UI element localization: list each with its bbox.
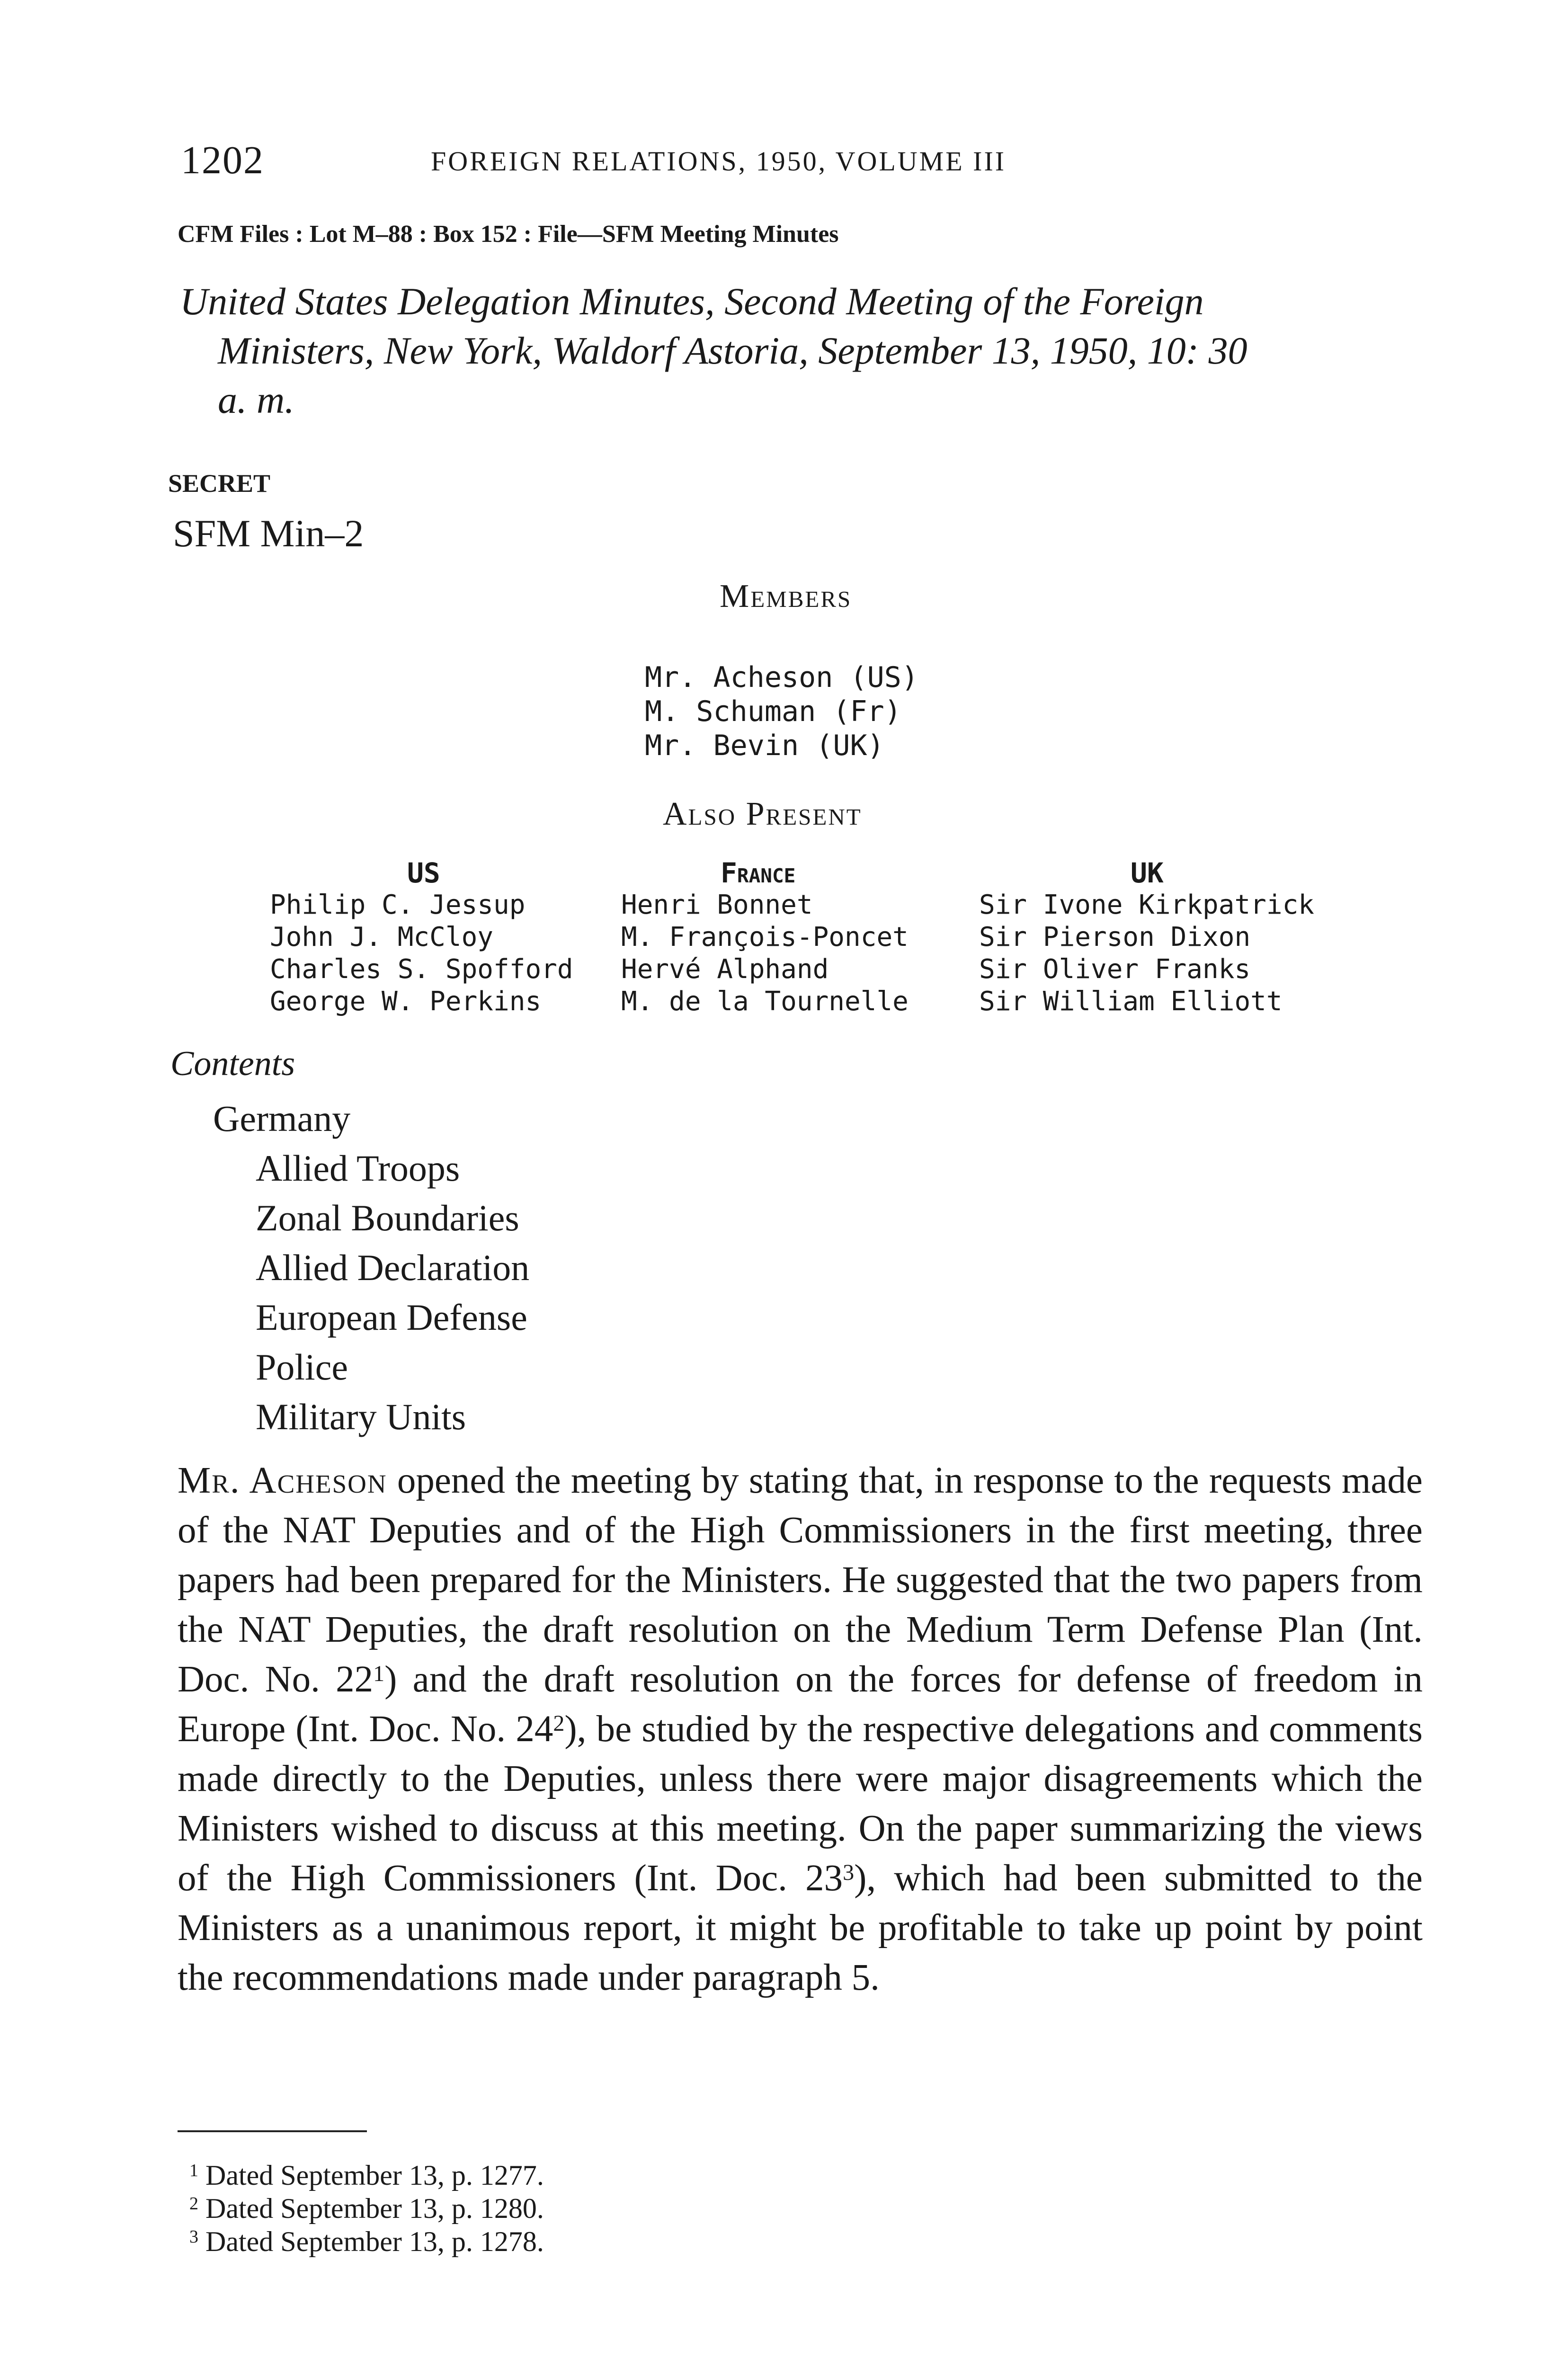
contents-item: Zonal Boundaries bbox=[256, 1197, 519, 1238]
contents-item: Military Units bbox=[256, 1396, 466, 1437]
attendee-name: M. de la Tournelle bbox=[621, 986, 909, 1017]
also-present-heading: Also Present bbox=[663, 796, 862, 832]
footnote-text: Dated September 13, p. 1277. bbox=[205, 2160, 544, 2191]
footnote-ref: 3 bbox=[843, 1860, 855, 1885]
members-list bbox=[645, 660, 918, 763]
footnote bbox=[189, 2159, 544, 2192]
paragraph-text: ), be studied by the respective delegations and comments made directly to the Deputies, unless there were major disagreements which the Ministers wished to discuss at this meeting. On the paper summarizing the views of the High Commissioners (Int. Doc. 23 bbox=[178, 1709, 1423, 1899]
footnote-mark: 3 bbox=[189, 2227, 198, 2247]
footnote bbox=[189, 2225, 544, 2258]
members-heading: Members bbox=[720, 578, 852, 614]
attendee-name: Henri Bonnet bbox=[621, 890, 813, 920]
footnote-mark: 1 bbox=[189, 2161, 198, 2180]
contents-list bbox=[213, 1094, 529, 1442]
footnotes bbox=[189, 2159, 544, 2258]
column-header: US bbox=[407, 857, 440, 889]
contents-item: Allied Declaration bbox=[256, 1247, 530, 1288]
paragraph-text: opened the meeting by stating that, in response to the requests made of the NAT Deputies and of the High Commissioners in the first meeting, three papers had been prepared for the Ministers. He suggested that the two papers from the NAT Deputies, the draft resolution on the Medium Term Defense Plan (Int. Doc. No. 22 bbox=[178, 1460, 1423, 1700]
paragraph-text: ), which had been submitted to the Ministers as a unanimous report, it might be profitable to take up point by point the recommendations made under paragraph 5. bbox=[178, 1858, 1423, 1998]
attendee-name: Sir Pierson Dixon bbox=[979, 922, 1251, 952]
page-number: 1202 bbox=[181, 138, 264, 182]
document-title-line-3: a. m. bbox=[218, 378, 294, 421]
classification-label: SECRET bbox=[168, 469, 271, 498]
contents-item: Police bbox=[256, 1346, 348, 1388]
document-id: SFM Min–2 bbox=[173, 512, 364, 555]
document-title bbox=[180, 277, 1434, 425]
attendee-name: Sir Ivone Kirkpatrick bbox=[979, 890, 1315, 920]
footnote-ref: 1 bbox=[373, 1661, 385, 1686]
speaker-name: Mr. Acheson bbox=[178, 1460, 387, 1501]
footnote-divider bbox=[178, 2130, 367, 2132]
attendees-column-uk bbox=[979, 857, 1314, 1018]
file-reference: CFM Files : Lot M–88 : Box 152 : File—SFM Meeting Minutes bbox=[178, 221, 839, 248]
footnote-text: Dated September 13, p. 1280. bbox=[205, 2193, 544, 2224]
attendee-name: Philip C. Jessup bbox=[270, 890, 526, 920]
attendee-name: Sir William Elliott bbox=[979, 986, 1283, 1017]
body-paragraph bbox=[178, 1456, 1423, 2002]
contents-item: Allied Troops bbox=[256, 1148, 460, 1189]
document-title-line-2: Ministers, New York, Waldorf Astoria, September 13, 1950, 10: 30 bbox=[218, 329, 1247, 372]
attendee-name: M. François-Poncet bbox=[621, 922, 909, 952]
paragraph-text: ) and the draft resolution on the forces for defense of freedom in Europe (Int. Doc. No. 24 bbox=[178, 1659, 1423, 1750]
member-name: M. Schuman (Fr) bbox=[645, 695, 901, 728]
attendee-name: Charles S. Spofford bbox=[270, 954, 573, 985]
contents-item: European Defense bbox=[256, 1297, 527, 1338]
document-title-line-1: United States Delegation Minutes, Second Meeting of the Foreign bbox=[180, 280, 1204, 323]
column-header: UK bbox=[1131, 857, 1164, 889]
contents-main-item: Germany bbox=[213, 1098, 351, 1139]
contents-heading: Contents bbox=[170, 1044, 295, 1083]
attendees-column-france bbox=[621, 857, 909, 1018]
attendee-name: Sir Oliver Franks bbox=[979, 954, 1251, 985]
footnote bbox=[189, 2192, 544, 2225]
member-name: Mr. Bevin (UK) bbox=[645, 729, 884, 762]
column-header: France bbox=[721, 857, 796, 889]
footnote-mark: 2 bbox=[189, 2194, 198, 2214]
running-title: FOREIGN RELATIONS, 1950, VOLUME III bbox=[431, 146, 1007, 177]
footnote-ref: 2 bbox=[553, 1711, 565, 1736]
attendees-column-us bbox=[270, 857, 573, 1018]
footnote-text: Dated September 13, p. 1278. bbox=[205, 2226, 544, 2257]
attendee-name: Hervé Alphand bbox=[621, 954, 829, 985]
attendee-name: John J. McCloy bbox=[270, 922, 494, 952]
attendee-name: George W. Perkins bbox=[270, 986, 542, 1017]
member-name: Mr. Acheson (US) bbox=[645, 661, 918, 694]
